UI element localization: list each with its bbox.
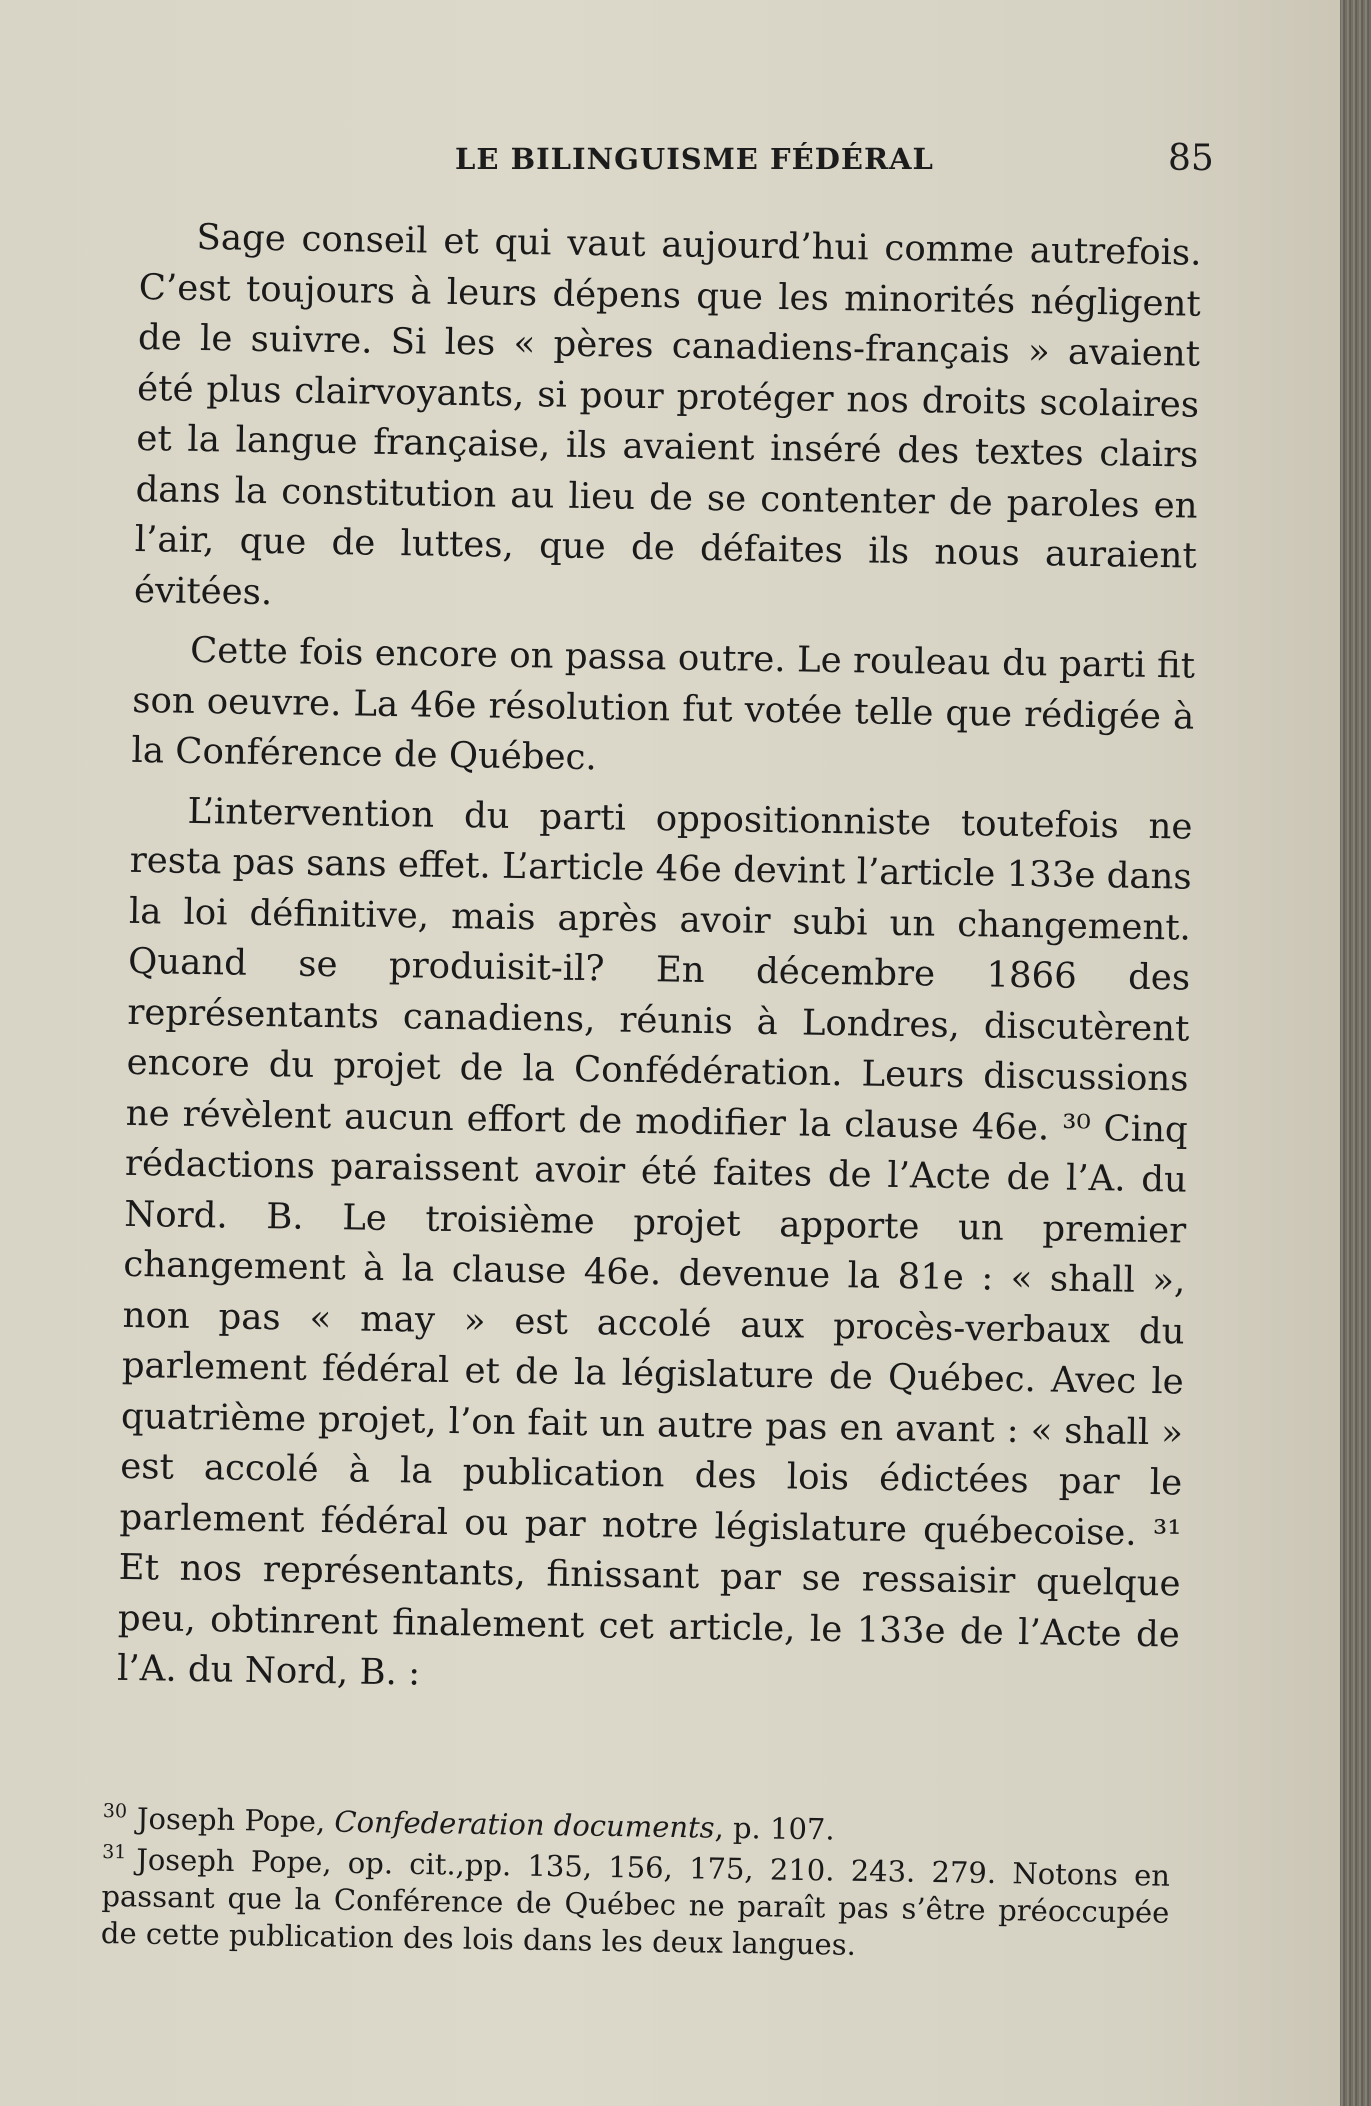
page-edge-stack bbox=[1340, 0, 1371, 2106]
paragraph: L’intervention du parti oppositionniste toutefois ne resta pas sans effet. L’article 46e devint l’article 133e dans la loi définitive, mais après avoir subi un changement. Quand se produisit-il? En décembre 1866 des représentants canadiens, réunis à Londres, discutèrent encore du projet de la Confédération. Leurs discussions ne révèlent aucun effort de modifier la clause 46e. ³⁰ Cinq rédactions paraissent avoir été faites de l’Acte de l’A. du Nord. B. Le troisième projet apporte un premier changement à la clause 46e. devenue la 81e : « shall », non pas « may » est accolé aux procès-verbaux du parlement fédéral et de la législature de Québec. Avec le quatrième projet, l’on fait un autre pas en avant : « shall » est accolé à la publication des lois édictées par le parlement fédéral ou par notre législature québecoise. ³¹ Et nos représentants, finissant par se ressaisir quelque peu, obtinrent finalement cet article, le 133e de l’Acte de l’A. du Nord, B. : bbox=[116, 790, 1193, 1694]
paragraph: Sage conseil et qui vaut aujourd’hui comme autrefois. C’est toujours à leurs dépens que les minorités négligent de le suivre. Si les « pères canadiens-français » avaient été plus clairvoyants, si pour protéger nos droits scolaires et la langue française, ils avaient inséré des textes clairs dans la constitution au lieu de se contenter de paroles en l’air, que de luttes, que de défaites ils nous auraient évitées. bbox=[133, 216, 1202, 613]
footnotes bbox=[101, 1800, 1171, 1973]
footnote-title: Confederation documents bbox=[334, 1804, 715, 1845]
footnote-text: Joseph Pope, op. cit.,pp. 135, 156, 175, 210. 243. 279. Notons en passant que la Conférence de Québec ne paraît pas s’être préoccupée de cette publication des lois dans les deux langues. bbox=[100, 1842, 1171, 1962]
running-title: LE BILINGUISME FÉDÉRAL bbox=[455, 142, 934, 176]
footnote-text: Joseph Pope, bbox=[136, 1801, 335, 1839]
paragraph: Cette fois encore on passa outre. Le rouleau du parti fit son oeuvre. La 46e résolution fut votée telle que rédigée à la Conférence de Québec. bbox=[131, 629, 1196, 779]
footnote-number: 30 bbox=[102, 1800, 128, 1823]
footnote-number: 31 bbox=[102, 1841, 127, 1864]
footnote-text-end: , p. 107. bbox=[714, 1810, 835, 1847]
footnote-31 bbox=[101, 1841, 1171, 1969]
main-text bbox=[117, 212, 1202, 1720]
page-number: 85 bbox=[1168, 138, 1214, 179]
page-header bbox=[0, 138, 1340, 188]
